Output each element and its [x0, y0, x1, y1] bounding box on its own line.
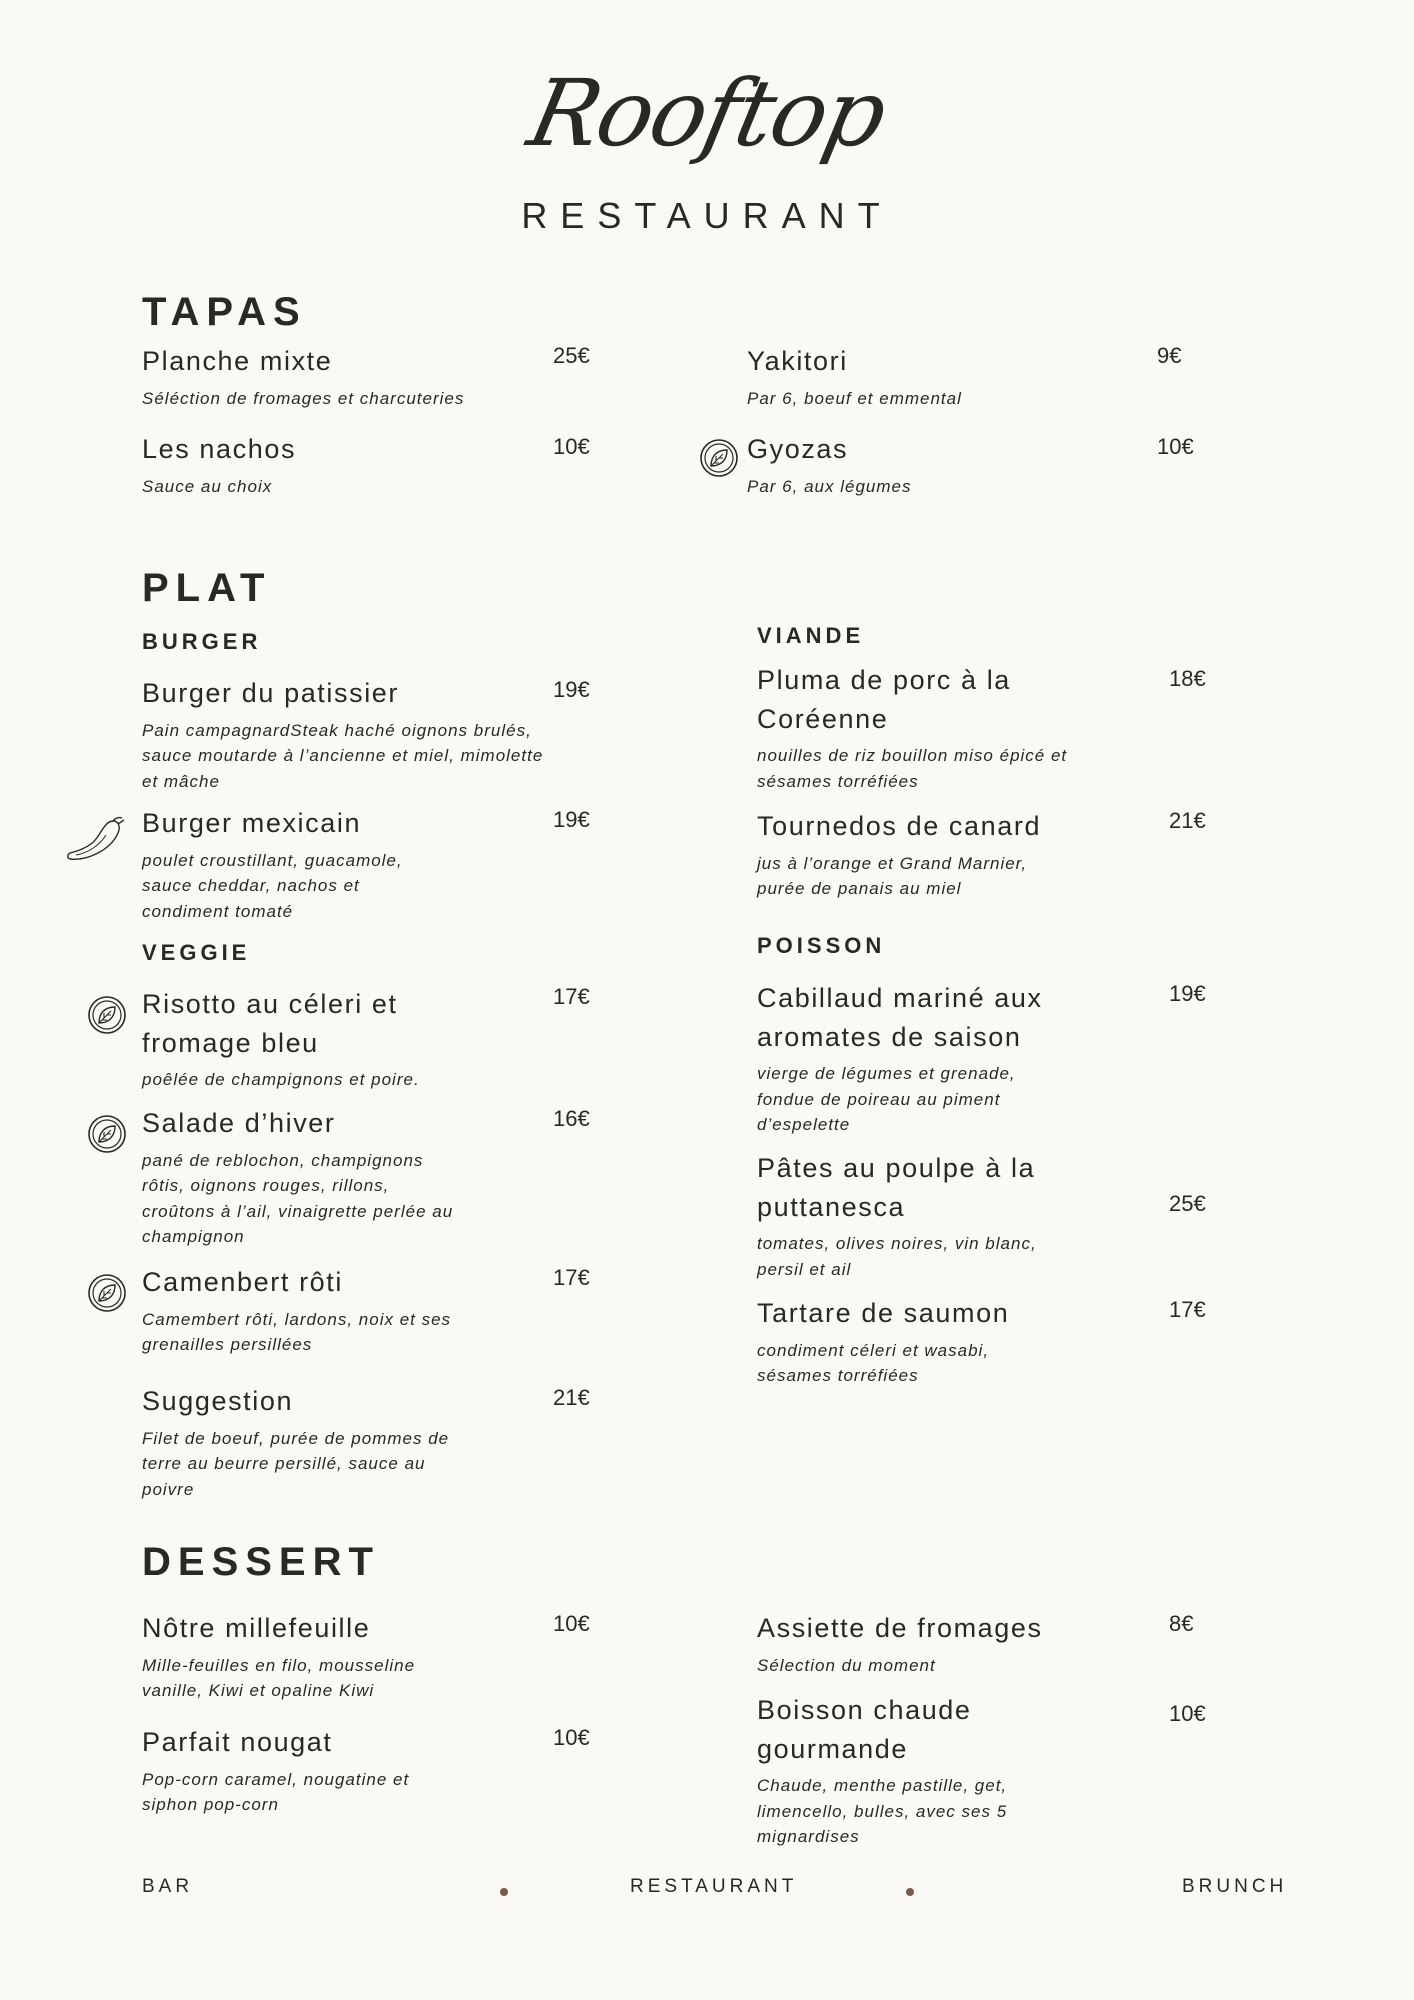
- item-price: 21€: [553, 1385, 590, 1410]
- item-desc: Camembert rôti, lardons, noix et ses grenailles persillées: [142, 1309, 452, 1354]
- vegetarian-leaf-icon: [87, 995, 127, 1035]
- menu-item: [757, 1609, 1097, 1678]
- logo-script: Rooftop: [519, 60, 895, 167]
- menu-item: [757, 807, 1097, 902]
- item-price: 9€: [1157, 343, 1182, 368]
- item-name: Planche mixte: [142, 346, 333, 376]
- item-name: Nôtre millefeuille: [142, 1613, 371, 1643]
- item-desc: Chaude, menthe pastille, get, limencello, bulles, avec ses 5 mignardises: [757, 1776, 1008, 1846]
- item-desc: vierge de légumes et grenade, fondue de poireau au piment d’espelette: [757, 1064, 1016, 1134]
- item-desc: condiment céleri et wasabi, sésames torréfiées: [757, 1340, 990, 1385]
- item-desc: pané de reblochon, champignons rôtis, oignons rouges, rillons, croûtons à l’ail, vinaigrette perlée au champignon: [142, 1150, 454, 1246]
- category-poisson: POISSON: [757, 933, 886, 958]
- vegetarian-leaf-icon: [699, 438, 739, 478]
- menu-item: [142, 1609, 462, 1704]
- menu-item: [757, 1149, 1087, 1282]
- item-desc: Par 6, aux légumes: [747, 476, 912, 496]
- item-name: Cabillaud mariné aux aromates de saison: [757, 983, 1043, 1052]
- item-name: Assiette de fromages: [757, 1613, 1043, 1643]
- item-desc: Mille-feuilles en filo, mousseline vanille, Kiwi et opaline Kiwi: [142, 1655, 416, 1700]
- chili-pepper-icon: [66, 815, 130, 865]
- item-desc: jus à l’orange et Grand Marnier, purée de panais au miel: [757, 853, 1028, 898]
- section-title-tapas: TAPAS: [142, 290, 307, 334]
- menu-item: [757, 979, 1087, 1138]
- item-desc: poulet croustillant, guacamole, sauce cheddar, nachos et condiment tomaté: [142, 850, 403, 921]
- menu-item: [747, 342, 1167, 411]
- menu-item: [757, 661, 1097, 794]
- item-name: Suggestion: [142, 1386, 294, 1416]
- logo-title: RESTAURANT: [521, 195, 893, 236]
- menu-item: [142, 342, 562, 411]
- item-name: Burger mexicain: [142, 808, 362, 838]
- item-desc: Sauce au choix: [142, 476, 273, 496]
- item-price: 10€: [553, 1725, 590, 1750]
- item-desc: Pain campagnardSteak haché oignons brulés, sauce moutarde à l’ancienne et miel, mimolette et mâche: [142, 720, 544, 791]
- menu-item: [757, 1691, 1057, 1850]
- item-name: Camenbert rôti: [142, 1267, 343, 1297]
- category-burger: BURGER: [142, 629, 262, 654]
- footer-brunch: BRUNCH: [1182, 1876, 1288, 1897]
- menu-item-suggestion: [142, 1382, 462, 1502]
- menu-item: [142, 1723, 462, 1818]
- item-desc: Pop-corn caramel, nougatine et siphon pop-corn: [142, 1769, 410, 1814]
- item-name: Salade d’hiver: [142, 1108, 336, 1138]
- item-price: 19€: [553, 807, 590, 832]
- item-price: 10€: [553, 434, 590, 459]
- item-price: 21€: [1169, 808, 1206, 833]
- item-price: 18€: [1169, 666, 1206, 691]
- item-name: Burger du patissier: [142, 678, 400, 708]
- menu-item: [757, 1294, 1087, 1389]
- item-price: 8€: [1169, 1611, 1194, 1636]
- menu-item: [142, 430, 562, 499]
- item-name: Tartare de saumon: [757, 1298, 1010, 1328]
- item-price: 25€: [553, 343, 590, 368]
- vegetarian-leaf-icon: [87, 1114, 127, 1154]
- item-price: 10€: [553, 1611, 590, 1636]
- item-price: 17€: [553, 984, 590, 1009]
- item-name: Parfait nougat: [142, 1727, 333, 1757]
- item-desc: Par 6, boeuf et emmental: [747, 388, 962, 408]
- category-viande: VIANDE: [757, 623, 865, 648]
- item-desc: Filet de boeuf, purée de pommes de terre au beurre persillé, sauce au poivre: [142, 1428, 450, 1499]
- menu-item: [142, 674, 552, 794]
- item-price: 10€: [1169, 1701, 1206, 1726]
- section-title-plat: PLAT: [142, 566, 272, 610]
- footer-restaurant: RESTAURANT: [630, 1876, 798, 1897]
- item-desc: Séléction de fromages et charcuteries: [142, 388, 465, 408]
- menu-item: [142, 985, 442, 1093]
- footer-dot: [500, 1888, 508, 1896]
- item-name: Gyozas: [747, 434, 849, 464]
- item-name: Pâtes au poulpe à la puttanesca: [757, 1153, 1036, 1222]
- item-desc: Sélection du moment: [757, 1655, 936, 1675]
- menu-item: [142, 1104, 462, 1250]
- item-price: 19€: [553, 677, 590, 702]
- footer-bar: BAR: [142, 1876, 194, 1897]
- item-name: Tournedos de canard: [757, 811, 1042, 841]
- item-price: 16€: [553, 1106, 590, 1131]
- item-price: 25€: [1169, 1191, 1206, 1216]
- item-name: Pluma de porc à la Coréenne: [757, 665, 1011, 734]
- item-desc: nouilles de riz bouillon miso épicé et sésames torréfiées: [757, 746, 1068, 791]
- menu-item: [747, 430, 1167, 499]
- item-price: 17€: [553, 1265, 590, 1290]
- footer-dot: [906, 1888, 914, 1896]
- item-name: Les nachos: [142, 434, 297, 464]
- item-name: Risotto au céleri et fromage bleu: [142, 989, 398, 1058]
- item-desc: tomates, olives noires, vin blanc, persil et ail: [757, 1234, 1037, 1279]
- item-name: Boisson chaude gourmande: [757, 1695, 972, 1764]
- item-price: 17€: [1169, 1297, 1206, 1322]
- menu-item: [142, 1263, 462, 1358]
- item-name: Yakitori: [747, 346, 848, 376]
- vegetarian-leaf-icon: [87, 1273, 127, 1313]
- category-veggie: VEGGIE: [142, 940, 251, 965]
- item-price: 19€: [1169, 981, 1206, 1006]
- item-price: 10€: [1157, 434, 1194, 459]
- section-title-dessert: DESSERT: [142, 1540, 380, 1584]
- item-desc: poêlée de champignons et poire.: [142, 1070, 420, 1089]
- menu-item: [142, 804, 552, 924]
